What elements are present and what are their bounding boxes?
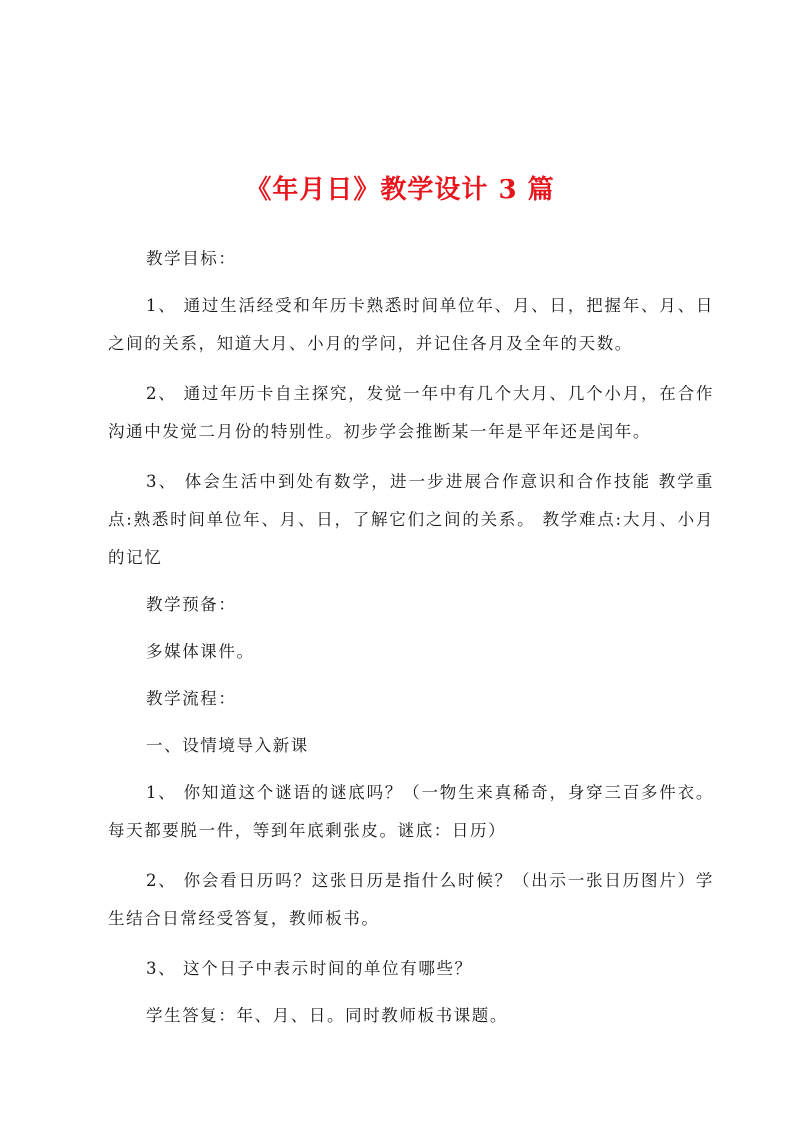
paragraph-goal-1: 1、 通过生活经受和年历卡熟悉时间单位年、月、日，把握年、月、日之间的关系，知道大月、小月的学问，并记住各月及全年的天数。: [108, 296, 714, 353]
paragraph-step-2: 2、 你会看日历吗？这张日历是指什么时候？（出示一张日历图片）学生结合日常经受答复，教师板书。: [108, 871, 714, 928]
paragraph-student-answer: 学生答复：年、月、日。同时教师板书课题。: [146, 1006, 508, 1025]
paragraph-goal-3: 3、 体会生活中到处有数学，进一步进展合作意识和合作技能 教学重点:熟悉时间单位年、月、日，了解它们之间的关系。 教学难点:大月、小月的记忆: [108, 472, 714, 567]
paragraph-teaching-goals-heading: 教学目标：: [146, 249, 237, 268]
document-title: 《年月日》教学设计 3 篇: [245, 175, 555, 205]
paragraph-step-3: 3、 这个日子中表示时间的单位有哪些？: [146, 959, 473, 978]
paragraph-preparation-heading: 教学预备：: [146, 595, 237, 614]
paragraph-preparation: 多媒体课件。: [146, 642, 255, 661]
paragraph-section-1-heading: 一、设情境导入新课: [146, 736, 309, 755]
paragraph-step-1: 1、 你知道这个谜语的谜底吗？（一物生来真稀奇，身穿三百多件衣。每天都要脱一件，等到年底剩张皮。谜底：日历）: [108, 783, 714, 840]
paragraph-process-heading: 教学流程：: [146, 689, 237, 708]
paragraph-goal-2: 2、 通过年历卡自主探究，发觉一年中有几个大月、几个小月，在合作沟通中发觉二月份的特别性。初步学会推断某一年是平年还是闰年。: [108, 384, 714, 441]
document-body: [108, 240, 714, 1044]
